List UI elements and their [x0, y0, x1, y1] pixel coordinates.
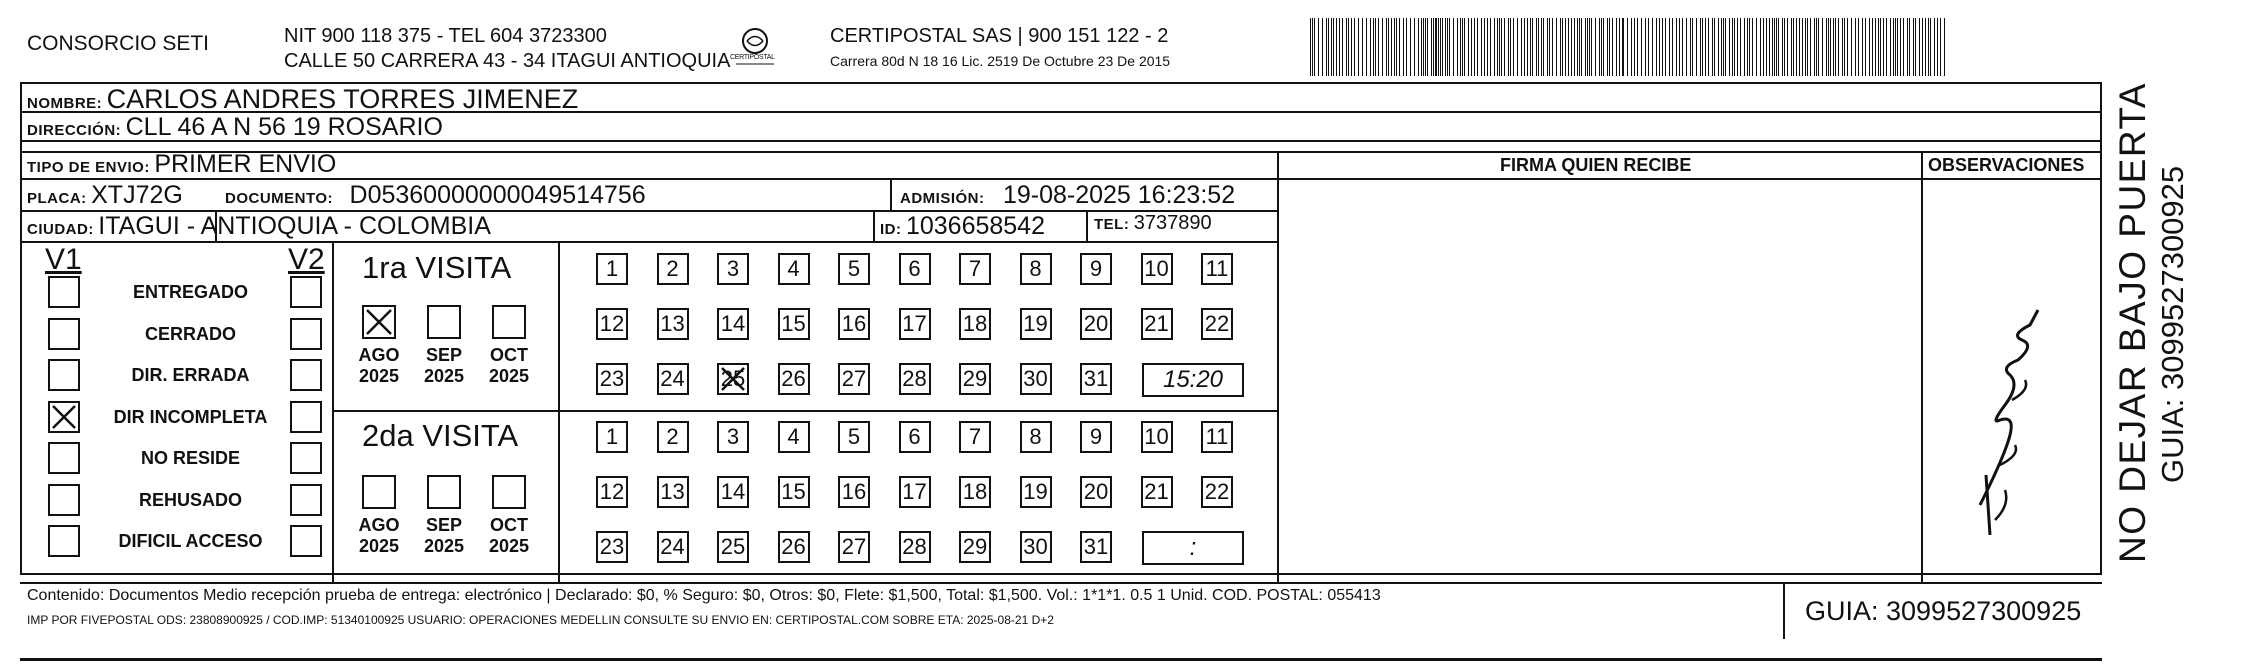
- visit1-day-number: 1: [605, 256, 619, 281]
- visit1-day-number: 12: [599, 311, 625, 336]
- signature-scribble-icon: [1960, 305, 2060, 545]
- document-label: DOCUMENTO:: [225, 190, 334, 207]
- visit1-day-number: 8: [1029, 256, 1042, 281]
- visit2-day-number: 8: [1029, 424, 1042, 449]
- visit2-day-number: 14: [720, 479, 746, 504]
- visit2-day-number: 20: [1083, 479, 1109, 504]
- type-label: TIPO DE ENVIO:: [27, 159, 150, 176]
- address-value: CLL 46 A N 56 19 ROSARIO: [125, 113, 443, 141]
- v1-checkbox-2[interactable]: [48, 359, 80, 391]
- visit2-day-number: 29: [962, 534, 988, 559]
- visit1-day-number: 25: [720, 366, 746, 391]
- visit2-day-number: 22: [1204, 479, 1230, 504]
- visit1-day-box[interactable]: [778, 253, 810, 285]
- visit2-day-number: 16: [841, 479, 867, 504]
- visit2-day-number: 12: [599, 479, 625, 504]
- visit2-day-number: 2: [666, 424, 679, 449]
- city-value: ITAGUI - ANTIOQUIA - COLOMBIA: [98, 212, 491, 240]
- v2-label: V2: [288, 243, 325, 276]
- company-name: CONSORCIO SETI: [27, 32, 210, 55]
- visit2-month-label: OCT: [490, 515, 528, 535]
- visit2-day-number: 4: [787, 424, 800, 449]
- license-line: Carrera 80d N 18 16 Lic. 2519 De Octubre 23 De 2015: [830, 53, 1171, 69]
- plate-row: [27, 181, 183, 210]
- visit2-day-box[interactable]: [1020, 476, 1052, 508]
- v1-checkbox-1[interactable]: [48, 318, 80, 350]
- visit1-month-checkbox-0[interactable]: [362, 305, 396, 339]
- admission-label: ADMISIÓN:: [900, 190, 985, 207]
- visit1-time-value: 15:20: [1162, 366, 1224, 393]
- visit1-day-number: 11: [1205, 256, 1229, 281]
- visit1-day-box[interactable]: [1080, 308, 1112, 340]
- visit2-day-box[interactable]: [657, 476, 689, 508]
- visit1-day-box[interactable]: [778, 363, 810, 395]
- visit1-month-checkbox-2[interactable]: [492, 305, 526, 339]
- v2-checkbox-4[interactable]: [290, 442, 322, 474]
- visit2-day-number: 11: [1205, 424, 1229, 449]
- visit1-day-box[interactable]: [596, 363, 628, 395]
- nit-line: NIT 900 118 375 - TEL 604 3723300: [284, 25, 607, 47]
- v2-checkbox-3[interactable]: [290, 401, 322, 433]
- visit1-day-box[interactable]: [1201, 253, 1233, 285]
- visit1-day-box[interactable]: [717, 363, 749, 395]
- visit2-day-box[interactable]: [1080, 421, 1112, 453]
- visit1-day-number: 7: [968, 256, 982, 281]
- city-label: CIUDAD:: [27, 221, 94, 238]
- tel-row: [1094, 212, 1212, 235]
- status-label: DIR. ERRADA: [131, 365, 250, 385]
- city-row: [27, 212, 491, 241]
- id-label: ID:: [880, 221, 902, 238]
- v1-checkbox-5[interactable]: [48, 484, 80, 516]
- visit2-day-number: 9: [1089, 424, 1103, 449]
- visit1-day-box[interactable]: [778, 308, 810, 340]
- visit2-day-number: 13: [660, 479, 685, 504]
- visit2-day-number: 7: [968, 424, 982, 449]
- side-guia-text: GUIA: 3099527300925: [2155, 165, 2190, 483]
- address-line: CALLE 50 CARRERA 43 - 34 ITAGUI ANTIOQUIA: [284, 50, 731, 72]
- visit1-day-number: 26: [781, 366, 806, 391]
- tel-value: 3737890: [1133, 212, 1212, 234]
- tel-label: TEL:: [1094, 216, 1130, 233]
- guia-box: GUIA: 3099527300925: [1805, 596, 2082, 626]
- visit1-day-number: 19: [1023, 311, 1048, 336]
- visit1-day-number: 27: [841, 366, 867, 391]
- visit2-month-checkbox-2[interactable]: [492, 475, 526, 509]
- visit2-month-label: AGO: [358, 515, 400, 535]
- plate-value: XTJ72G: [91, 181, 183, 209]
- check-x-icon: [719, 365, 747, 393]
- v1-label: V1: [45, 243, 82, 276]
- visit2-day-number: 5: [847, 424, 861, 449]
- visit1-day-box[interactable]: [838, 253, 870, 285]
- visit2-day-box[interactable]: [1080, 531, 1112, 563]
- v2-checkbox-1[interactable]: [290, 318, 322, 350]
- type-value: PRIMER ENVIO: [154, 150, 337, 178]
- visit1-time-field[interactable]: [1142, 363, 1244, 397]
- visit1-day-box[interactable]: [1080, 253, 1112, 285]
- status-label: REHUSADO: [138, 489, 242, 510]
- logo-text: CERTIPOSTAL: [730, 54, 775, 61]
- visit2-day-number: 6: [908, 424, 921, 449]
- visit1-year-label: 2025: [488, 366, 530, 386]
- certipostal-line: CERTIPOSTAL SAS | 900 151 122 - 2: [830, 25, 1169, 47]
- visit2-day-number: 17: [902, 479, 927, 504]
- no-dejar-text: NO DEJAR BAJO PUERTA: [2112, 82, 2153, 563]
- visit1-month-label: AGO: [358, 345, 400, 365]
- visit1-day-box[interactable]: [1020, 253, 1052, 285]
- id-value: 1036658542: [905, 212, 1045, 240]
- visit1-day-box[interactable]: [899, 308, 931, 340]
- visit2-day-box[interactable]: [1020, 531, 1052, 563]
- visit1-day-number: 9: [1089, 256, 1103, 281]
- visit2-time-value: :: [1189, 534, 1197, 561]
- barcode: [1310, 18, 1950, 76]
- admission-value: 19-08-2025 16:23:52: [1002, 181, 1236, 209]
- visit1-day-box[interactable]: [596, 308, 628, 340]
- check-x-icon: [50, 403, 78, 431]
- visit2-day-box[interactable]: [778, 531, 810, 563]
- visit1-day-box[interactable]: [959, 253, 991, 285]
- signature-header: FIRMA QUIEN RECIBE: [1500, 155, 1692, 175]
- visit1-day-number: 14: [720, 311, 746, 336]
- address-label: DIRECCIÓN:: [27, 122, 122, 139]
- visit1-day-box[interactable]: [959, 308, 991, 340]
- visit2-day-box[interactable]: [899, 421, 931, 453]
- imp-line: IMP POR FIVEPOSTAL ODS: 23808900925 / COD.IMP: 51340100925 USUARIO: OPERACIONES MEDELLIN CONSULTE SU ENVIO EN: CERTIPOSTAL.COM SOBRE ETA: 2025-08-21 D+2: [27, 613, 1054, 627]
- visit2-day-box[interactable]: [717, 531, 749, 563]
- visit2-day-box[interactable]: [959, 476, 991, 508]
- visit2-day-box[interactable]: [1201, 421, 1233, 453]
- visit2-day-box[interactable]: [899, 476, 931, 508]
- observations-header: OBSERVACIONES: [1928, 155, 2085, 175]
- check-x-icon: [364, 307, 394, 337]
- v1-checkbox-6[interactable]: [48, 525, 80, 557]
- visit2-day-number: 28: [902, 534, 927, 559]
- certipostal-logo-icon: [730, 24, 780, 74]
- visit1-month-label: SEP: [425, 345, 463, 365]
- visit2-year-label: 2025: [358, 536, 400, 556]
- visit1-day-number: 2: [666, 256, 679, 281]
- visit2-title: 2da VISITA: [362, 418, 519, 453]
- visit1-day-box[interactable]: [1080, 363, 1112, 395]
- visit1-day-box[interactable]: [717, 253, 749, 285]
- visit1-day-number: 6: [908, 256, 921, 281]
- visit2-day-box[interactable]: [1020, 421, 1052, 453]
- status-label: ENTREGADO: [132, 282, 248, 302]
- visit2-day-number: 1: [605, 424, 619, 449]
- visit1-day-number: 13: [660, 311, 685, 336]
- status-label: DIFICIL ACCESO: [118, 531, 263, 551]
- receiver-signature: [1960, 305, 2060, 545]
- visit2-day-box[interactable]: [1201, 476, 1233, 508]
- visit1-day-box[interactable]: [899, 253, 931, 285]
- visit1-day-number: 4: [787, 256, 800, 281]
- visit2-day-box[interactable]: [1141, 476, 1173, 508]
- type-row: [27, 150, 336, 179]
- visit2-day-number: 3: [726, 424, 740, 449]
- visit1-day-box[interactable]: [838, 308, 870, 340]
- status-label: CERRADO: [144, 323, 236, 344]
- visit1-day-box[interactable]: [838, 363, 870, 395]
- visit2-day-box[interactable]: [959, 421, 991, 453]
- visit1-day-box[interactable]: [717, 308, 749, 340]
- visit1-day-box[interactable]: [959, 363, 991, 395]
- visit2-day-number: 23: [599, 534, 625, 559]
- visit2-day-box[interactable]: [1141, 421, 1173, 453]
- document-value: D05360000000049514756: [349, 181, 646, 209]
- visit2-day-number: 10: [1144, 424, 1169, 449]
- visit2-time-field[interactable]: [1142, 531, 1244, 565]
- v2-checkbox-5[interactable]: [290, 484, 322, 516]
- visit2-month-checkbox-1[interactable]: [427, 475, 461, 509]
- visit2-day-number: 21: [1144, 479, 1169, 504]
- visit1-day-number: 20: [1083, 311, 1109, 336]
- visit2-day-number: 15: [781, 479, 806, 504]
- visit1-title: 1ra VISITA: [362, 250, 512, 285]
- visit1-day-number: 16: [841, 311, 867, 336]
- v1-checkbox-3[interactable]: [48, 401, 80, 433]
- visit1-day-number: 22: [1204, 311, 1230, 336]
- visit1-year-label: 2025: [423, 366, 465, 386]
- visit2-day-box[interactable]: [838, 476, 870, 508]
- visit2-year-label: 2025: [423, 536, 465, 556]
- barcode-graphic: [1310, 18, 1950, 76]
- visit1-day-number: 28: [902, 366, 927, 391]
- visit1-day-number: 30: [1023, 366, 1048, 391]
- visit1-day-number: 10: [1144, 256, 1169, 281]
- visit2-day-number: 19: [1023, 479, 1048, 504]
- status-label: NO RESIDE: [140, 448, 241, 468]
- visit1-day-number: 29: [962, 366, 988, 391]
- visit1-day-number: 15: [781, 311, 806, 336]
- visit1-day-number: 18: [962, 311, 988, 336]
- visit1-day-box[interactable]: [899, 363, 931, 395]
- content-line: Contenido: Documentos Medio recepción prueba de entrega: electrónico | Declarado: $0, % Seguro: $0, Otros: $0, Flete: $1,500, Total: $1,500. Vol.: 1*1*1. 0.5 1 Unid. COD. POSTAL: 055413: [27, 587, 1381, 604]
- day-x-mark: [719, 365, 747, 399]
- visit1-day-box[interactable]: [1020, 363, 1052, 395]
- visit2-day-box[interactable]: [596, 421, 628, 453]
- v1-checkbox-4[interactable]: [48, 442, 80, 474]
- visit1-month-label: OCT: [490, 345, 528, 365]
- visit1-day-number: 3: [726, 256, 740, 281]
- document-row: [225, 181, 646, 210]
- name-row: [27, 84, 578, 115]
- visit2-day-box[interactable]: [778, 421, 810, 453]
- v2-checkbox-2[interactable]: [290, 359, 322, 391]
- visit2-day-box[interactable]: [838, 421, 870, 453]
- status-label: DIR INCOMPLETA: [113, 406, 268, 427]
- visit1-day-box[interactable]: [1141, 253, 1173, 285]
- visit1-year-label: 2025: [358, 366, 400, 386]
- visit1-day-number: 5: [847, 256, 861, 281]
- visit2-day-box[interactable]: [778, 476, 810, 508]
- visit1-month-checkbox-1[interactable]: [427, 305, 461, 339]
- visit1-day-box[interactable]: [1020, 308, 1052, 340]
- visit1-day-number: 23: [599, 366, 625, 391]
- visit1-day-box[interactable]: [657, 363, 689, 395]
- visit1-day-box[interactable]: [1141, 308, 1173, 340]
- visit2-day-box[interactable]: [838, 531, 870, 563]
- visit2-day-number: 18: [962, 479, 988, 504]
- visit2-day-box[interactable]: [657, 421, 689, 453]
- certipostal-logo: [730, 24, 780, 74]
- visit2-day-box[interactable]: [596, 476, 628, 508]
- admission-row: [900, 181, 1235, 210]
- v2-checkbox-0[interactable]: [290, 276, 322, 308]
- visit1-day-number: 17: [902, 311, 927, 336]
- visit2-month-label: SEP: [425, 515, 463, 535]
- visit2-year-label: 2025: [488, 536, 530, 556]
- visit1-day-box[interactable]: [596, 253, 628, 285]
- visit2-day-number: 30: [1023, 534, 1048, 559]
- visit1-day-box[interactable]: [657, 308, 689, 340]
- visit2-day-box[interactable]: [959, 531, 991, 563]
- visit2-day-number: 26: [781, 534, 806, 559]
- visit1-day-box[interactable]: [1201, 308, 1233, 340]
- visit1-day-number: 21: [1144, 311, 1169, 336]
- visit2-day-number: 24: [660, 534, 685, 559]
- visit2-day-box[interactable]: [1080, 476, 1112, 508]
- name-label: NOMBRE:: [27, 95, 103, 112]
- side-text: [2112, 65, 2222, 565]
- visit2-day-box[interactable]: [899, 531, 931, 563]
- visit2-day-box[interactable]: [717, 421, 749, 453]
- visit2-month-checkbox-0[interactable]: [362, 475, 396, 509]
- visit1-day-number: 31: [1083, 366, 1109, 391]
- visit1-day-box[interactable]: [657, 253, 689, 285]
- visit2-day-number: 25: [720, 534, 746, 559]
- visit2-day-number: 31: [1083, 534, 1109, 559]
- address-row: [27, 113, 443, 142]
- id-row: [880, 212, 1045, 241]
- v2-checkbox-6[interactable]: [290, 525, 322, 557]
- visit2-day-box[interactable]: [657, 531, 689, 563]
- visit1-day-number: 24: [660, 366, 685, 391]
- visit2-day-box[interactable]: [717, 476, 749, 508]
- v1-checkbox-0[interactable]: [48, 276, 80, 308]
- name-value: CARLOS ANDRES TORRES JIMENEZ: [106, 84, 579, 114]
- visit2-day-number: 27: [841, 534, 867, 559]
- visit2-day-box[interactable]: [596, 531, 628, 563]
- plate-label: PLACA:: [27, 190, 87, 207]
